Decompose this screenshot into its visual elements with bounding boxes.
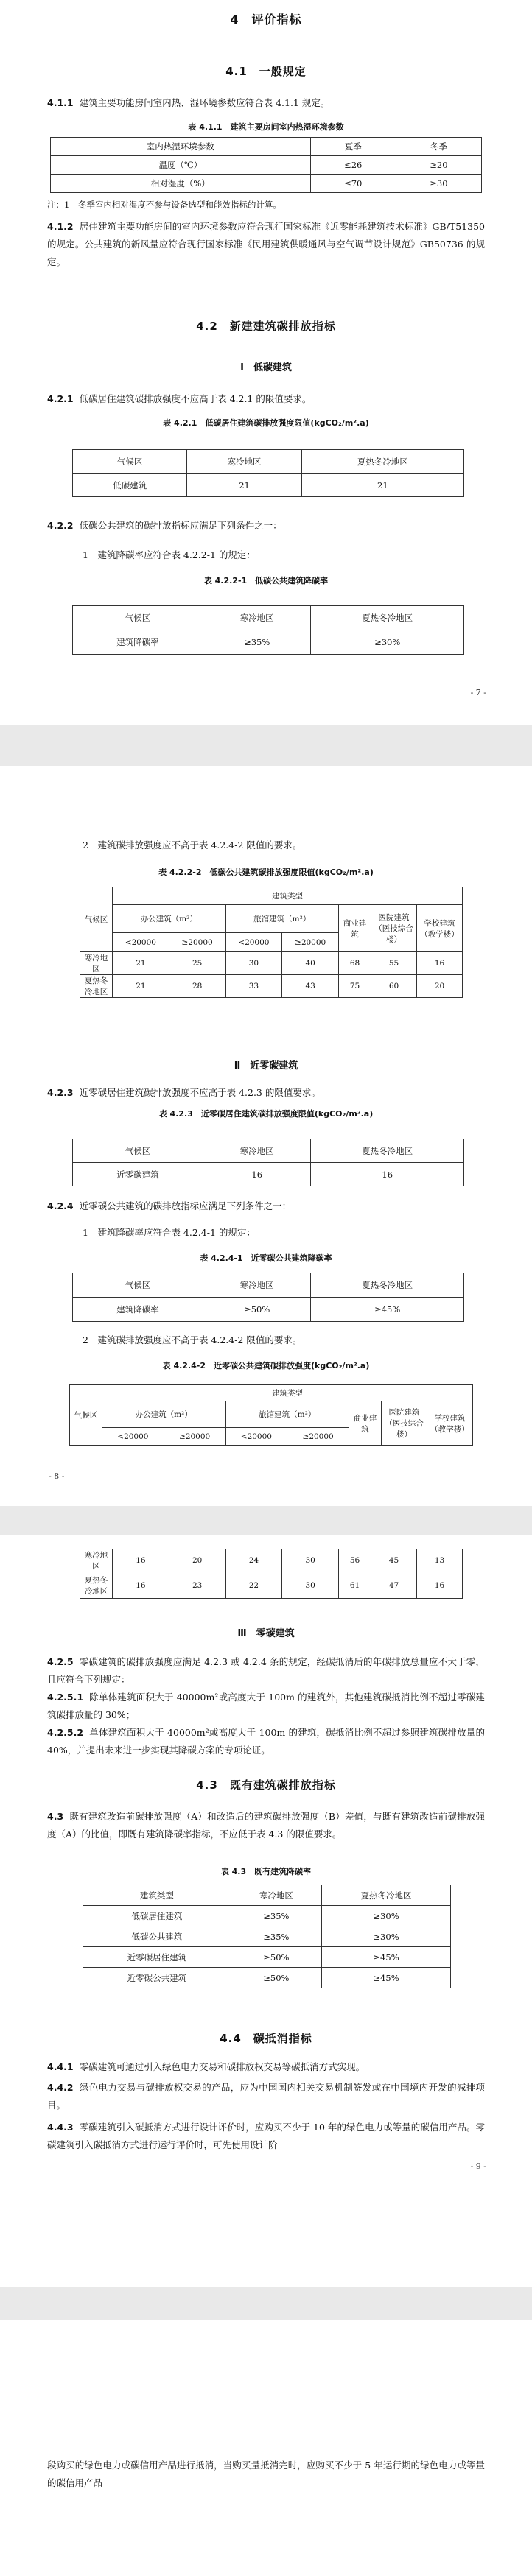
table-cell: 夏热冬冷地区 — [80, 975, 113, 998]
clause-number: 4.2.1 — [47, 393, 74, 404]
section-4-2-title: 4.2 新建建筑碳排放指标 — [196, 320, 336, 333]
size-header: <20000 — [225, 1428, 287, 1446]
table-header: 夏季 — [310, 138, 396, 156]
table-header: 夏热冬冷地区 — [311, 1273, 464, 1298]
table-cell: 56 — [339, 1549, 371, 1572]
table-4-2-1-caption: 表 4.2.1 低碳居住建筑碳排放强度限值(kgCO₂/m².a) — [163, 418, 369, 428]
clause-number: 4.2.2 — [47, 520, 74, 531]
table-header: 寒冷地区 — [187, 450, 301, 474]
table-4-2-2-1 — [72, 605, 464, 655]
chapter-title: 4 评价指标 — [230, 13, 302, 27]
table-cell: 寒冷地区 — [80, 952, 113, 975]
table-cell: 16 — [417, 952, 463, 975]
clause-number: 4.2.5.1 — [47, 1692, 84, 1703]
table-cell: 16 — [311, 1163, 464, 1186]
table-header: 夏热冬冷地区 — [311, 1139, 464, 1163]
table-cell: 25 — [169, 952, 225, 975]
table-cell: 近零碳公共建筑 — [83, 1968, 231, 1988]
table-cell: 20 — [417, 975, 463, 998]
table-cell: 低碳居住建筑 — [83, 1906, 231, 1926]
clause-4-3 — [47, 1808, 485, 1843]
clause-4-2-1 — [47, 390, 485, 408]
clause-4-4-2 — [47, 2079, 485, 2114]
table-note: 注：1 冬季室内相对湿度不参与设备选型和能效指标的计算。 — [47, 200, 281, 210]
table-cell: ≥20 — [396, 156, 481, 175]
table-cell: 夏热冬冷地区 — [80, 1572, 113, 1599]
clause-number: 4.2.5.2 — [47, 1727, 84, 1738]
clause-text: 零碳建筑的碳排放强度应满足 4.2.3 或 4.2.4 条的规定，经碳抵消后的年碳排放总量应不大于零，且应符合下列规定： — [47, 1656, 485, 1685]
table-cell: 60 — [371, 975, 417, 998]
table-cell: 21 — [187, 474, 301, 497]
table-cell: 16 — [113, 1549, 169, 1572]
table-cell: 16 — [203, 1163, 311, 1186]
clause-text: 除单体建筑面积大于 40000m²或高度大于 100m 的建筑外，其他建筑碳抵消比例不超过零碳建筑碳排放量的 30%； — [47, 1692, 485, 1720]
clause-4-2-3 — [47, 1084, 485, 1102]
table-cell: ≥35% — [203, 630, 311, 655]
clause-text: 零碳建筑可通过引入绿色电力交易和碳排放权交易等碳抵消方式实现。 — [79, 2061, 365, 2072]
table-cell: 30 — [225, 952, 282, 975]
table-4-2-2-2 — [80, 887, 463, 998]
table-cell: ≥50% — [231, 1947, 321, 1968]
item-2: 2 建筑碳排放强度应不高于表 4.2.4-2 限值的要求。 — [83, 840, 302, 851]
group-header: 建筑类型 — [113, 887, 463, 905]
table-4-2-1 — [72, 449, 464, 497]
table-cell: ≥35% — [231, 1926, 321, 1947]
table-4-2-4-2-continued — [80, 1549, 463, 1599]
subsection-zero-carbon: Ⅲ 零碳建筑 — [237, 1628, 295, 1639]
table-4-2-4-2-caption: 表 4.2.4-2 近零碳公共建筑碳排放强度(kgCO₂/m².a) — [162, 1361, 370, 1370]
table-cell: 40 — [282, 952, 339, 975]
table-cell: ≥35% — [231, 1906, 321, 1926]
table-cell: ≥30 — [396, 175, 481, 193]
type-header: 医院建筑（医技综合楼） — [382, 1401, 427, 1446]
table-header: 冬季 — [396, 138, 481, 156]
table-cell: ≤26 — [310, 156, 396, 175]
table-cell: 23 — [169, 1572, 225, 1599]
table-cell: 近零碳建筑 — [73, 1163, 203, 1186]
clause-number: 4.2.5 — [47, 1656, 74, 1667]
clause-4-2-5-2 — [47, 1724, 485, 1759]
group-header: 建筑类型 — [102, 1385, 473, 1401]
type-header: 商业建筑 — [349, 1401, 382, 1446]
table-4-2-4-2 — [69, 1384, 473, 1446]
table-cell: 68 — [339, 952, 371, 975]
table-header: 气候区 — [73, 450, 187, 474]
table-header: 寒冷地区 — [231, 1885, 321, 1906]
table-cell: 43 — [282, 975, 339, 998]
table-cell: 30 — [282, 1549, 339, 1572]
clause-4-1-1 — [47, 94, 485, 112]
clause-text: 零碳建筑引入碳抵消方式进行设计评价时，应购买不少于 10 年的绿色电力或等量的碳信用产品。零碳建筑引入碳抵消方式进行运行评价时，可先使用设计阶 — [47, 2122, 485, 2150]
clause-4-4-3-continued: 段购买的绿色电力或碳信用产品进行抵消，当购买量抵消完时，应购买不少于 5 年运行期的绿色电力或等量的碳信用产品 — [47, 2460, 485, 2488]
table-cell: ≥45% — [322, 1947, 451, 1968]
table-header: 室内热湿环境参数 — [51, 138, 311, 156]
clause-text: 单体建筑面积大于 40000m²或高度大于 100m 的建筑，碳抵消比例不超过参照建筑碳排放量的 40%，并提出未来进一步实现其降碳方案的专项论证。 — [47, 1727, 485, 1756]
clause-text: 近零碳居住建筑碳排放强度不应高于表 4.2.3 的限值要求。 — [79, 1087, 321, 1098]
table-cell: ≥30% — [322, 1926, 451, 1947]
section-4-4-title: 4.4 碳抵消指标 — [220, 2032, 312, 2045]
table-header: 夏热冬冷地区 — [311, 606, 464, 630]
clause-number: 4.2.3 — [47, 1087, 74, 1098]
size-header: ≥20000 — [287, 1428, 349, 1446]
clause-4-4-3 — [47, 2119, 485, 2154]
table-cell: 21 — [113, 975, 169, 998]
page-number: - 9 - — [470, 2161, 486, 2171]
table-cell: 13 — [417, 1549, 463, 1572]
size-header: ≥20000 — [169, 933, 225, 952]
table-cell: ≥50% — [203, 1298, 311, 1322]
table-cell: 建筑降碳率 — [73, 630, 203, 655]
clause-text: 绿色电力交易与碳排放权交易的产品，应为中国国内相关交易机制签发或在中国境内开发的减排项目。 — [47, 2082, 485, 2111]
item-1: 1 建筑降碳率应符合表 4.2.2-1 的规定： — [83, 549, 256, 560]
table-cell: 低碳公共建筑 — [83, 1926, 231, 1947]
table-4-1-1 — [50, 137, 482, 193]
table-cell: ≥45% — [322, 1968, 451, 1988]
table-4-3-caption: 表 4.3 既有建筑降碳率 — [220, 1867, 312, 1876]
table-header: 气候区 — [73, 1273, 203, 1298]
size-header: ≥20000 — [282, 933, 339, 952]
table-cell: 47 — [371, 1572, 417, 1599]
type-header: 办公建筑（m²） — [102, 1401, 226, 1428]
table-cell: 低碳建筑 — [73, 474, 187, 497]
clause-text: 居住建筑主要功能房间的室内环境参数应符合现行国家标准《近零能耗建筑技术标准》GB/T51350 的规定。公共建筑的新风量应符合现行国家标准《民用建筑供暖通风与空气调节设计规范》GB50736 的规定。 — [47, 221, 485, 267]
table-4-1-1-caption: 表 4.1.1 建筑主要房间室内热湿环境参数 — [188, 122, 344, 132]
table-cell: ≥30% — [322, 1906, 451, 1926]
clause-number: 4.4.1 — [47, 2061, 74, 2072]
table-cell: ≥45% — [311, 1298, 464, 1322]
table-cell: 20 — [169, 1549, 225, 1572]
clause-4-2-5-1 — [47, 1689, 485, 1724]
clause-text: 既有建筑改造前碳排放强度（A）和改造后的建筑碳排放强度（B）差值，与既有建筑改造前碳排放强度（A）的比值，即既有建筑降碳率指标，不应低于表 4.3 的限值要求。 — [47, 1811, 485, 1840]
table-cell: 建筑降碳率 — [73, 1298, 203, 1322]
clause-number: 4.4.3 — [47, 2122, 74, 2133]
page-2 — [0, 766, 532, 1506]
table-cell: 21 — [301, 474, 463, 497]
size-header: <20000 — [225, 933, 282, 952]
subsection-near-zero: Ⅱ 近零碳建筑 — [234, 1060, 298, 1071]
table-cell: 24 — [225, 1549, 282, 1572]
clause-number: 4.3 — [47, 1811, 64, 1822]
clause-text: 低碳公共建筑的碳排放指标应满足下列条件之一： — [79, 520, 282, 531]
table-cell: 22 — [225, 1572, 282, 1599]
section-4-3-title: 4.3 既有建筑碳排放指标 — [196, 1778, 336, 1792]
table-cell: ≥30% — [311, 630, 464, 655]
clause-text: 近零碳公共建筑的碳排放指标应满足下列条件之一： — [79, 1200, 292, 1211]
table-cell: 近零碳居住建筑 — [83, 1947, 231, 1968]
type-header: 旅馆建筑（m²） — [225, 905, 339, 933]
size-header: <20000 — [113, 933, 169, 952]
corner-header: 气候区 — [70, 1385, 102, 1446]
type-header: 旅馆建筑（m²） — [225, 1401, 349, 1428]
table-header: 寒冷地区 — [203, 606, 311, 630]
clause-4-4-1 — [47, 2058, 485, 2076]
table-cell: 16 — [417, 1572, 463, 1599]
page-3 — [0, 1535, 532, 2287]
clause-text: 建筑主要功能房间室内热、湿环境参数应符合表 4.1.1 规定。 — [79, 97, 330, 108]
table-cell: 寒冷地区 — [80, 1549, 113, 1572]
table-cell: 温度（℃） — [51, 156, 311, 175]
table-4-2-2-2-caption: 表 4.2.2-2 低碳公共建筑碳排放强度限值(kgCO₂/m².a) — [158, 868, 374, 877]
clause-number: 4.2.4 — [47, 1200, 74, 1211]
clause-number: 4.1.2 — [47, 221, 74, 232]
table-4-2-4-1-caption: 表 4.2.4-1 近零碳公共建筑降碳率 — [200, 1253, 332, 1263]
table-4-2-4-1 — [72, 1273, 464, 1322]
size-header: ≥20000 — [164, 1428, 225, 1446]
type-header: 学校建筑（教学楼） — [417, 905, 463, 952]
size-header: <20000 — [102, 1428, 164, 1446]
table-cell: 28 — [169, 975, 225, 998]
table-cell: 45 — [371, 1549, 417, 1572]
table-header: 寒冷地区 — [203, 1273, 311, 1298]
type-header: 医院建筑（医技综合楼） — [371, 905, 417, 952]
corner-header: 气候区 — [80, 887, 113, 952]
clause-4-2-2 — [47, 517, 485, 535]
table-4-2-3 — [72, 1139, 464, 1186]
table-cell: 21 — [113, 952, 169, 975]
table-header: 夏热冬冷地区 — [322, 1885, 451, 1906]
table-cell: 相对湿度（%） — [51, 175, 311, 193]
type-header: 办公建筑（m²） — [113, 905, 226, 933]
table-cell: 16 — [113, 1572, 169, 1599]
table-cell: 61 — [339, 1572, 371, 1599]
page-1 — [0, 0, 532, 725]
clause-text: 低碳居住建筑碳排放强度不应高于表 4.2.1 的限值要求。 — [79, 393, 312, 404]
table-4-3 — [83, 1885, 451, 1988]
table-cell: ≤70 — [310, 175, 396, 193]
type-header: 学校建筑（教学楼） — [427, 1401, 473, 1446]
table-header: 建筑类型 — [83, 1885, 231, 1906]
clause-4-2-5 — [47, 1653, 485, 1689]
item-1: 1 建筑降碳率应符合表 4.2.4-1 的规定： — [83, 1227, 256, 1238]
section-4-1-title: 4.1 一般规定 — [225, 65, 307, 78]
table-cell: 55 — [371, 952, 417, 975]
table-header: 气候区 — [73, 1139, 203, 1163]
subsection-low-carbon: Ⅰ 低碳建筑 — [240, 362, 292, 373]
clause-number: 4.1.1 — [47, 97, 74, 108]
item-2: 2 建筑碳排放强度应不高于表 4.2.4-2 限值的要求。 — [83, 1334, 302, 1345]
page-number: - 8 - — [49, 1471, 65, 1481]
clause-number: 4.4.2 — [47, 2082, 74, 2093]
clause-4-1-2 — [47, 218, 485, 271]
table-header: 气候区 — [73, 606, 203, 630]
table-cell: 33 — [225, 975, 282, 998]
table-header: 夏热冬冷地区 — [301, 450, 463, 474]
clause-4-2-4 — [47, 1197, 485, 1215]
table-header: 寒冷地区 — [203, 1139, 311, 1163]
table-cell: 30 — [282, 1572, 339, 1599]
table-4-2-3-caption: 表 4.2.3 近零碳居住建筑碳排放强度限值(kgCO₂/m².a) — [158, 1109, 374, 1119]
table-cell: 75 — [339, 975, 371, 998]
table-4-2-2-1-caption: 表 4.2.2-1 低碳公共建筑降碳率 — [203, 576, 329, 585]
table-cell: ≥50% — [231, 1968, 321, 1988]
page-4 — [0, 2320, 532, 2576]
page-number: - 7 - — [470, 688, 486, 697]
type-header: 商业建筑 — [339, 905, 371, 952]
